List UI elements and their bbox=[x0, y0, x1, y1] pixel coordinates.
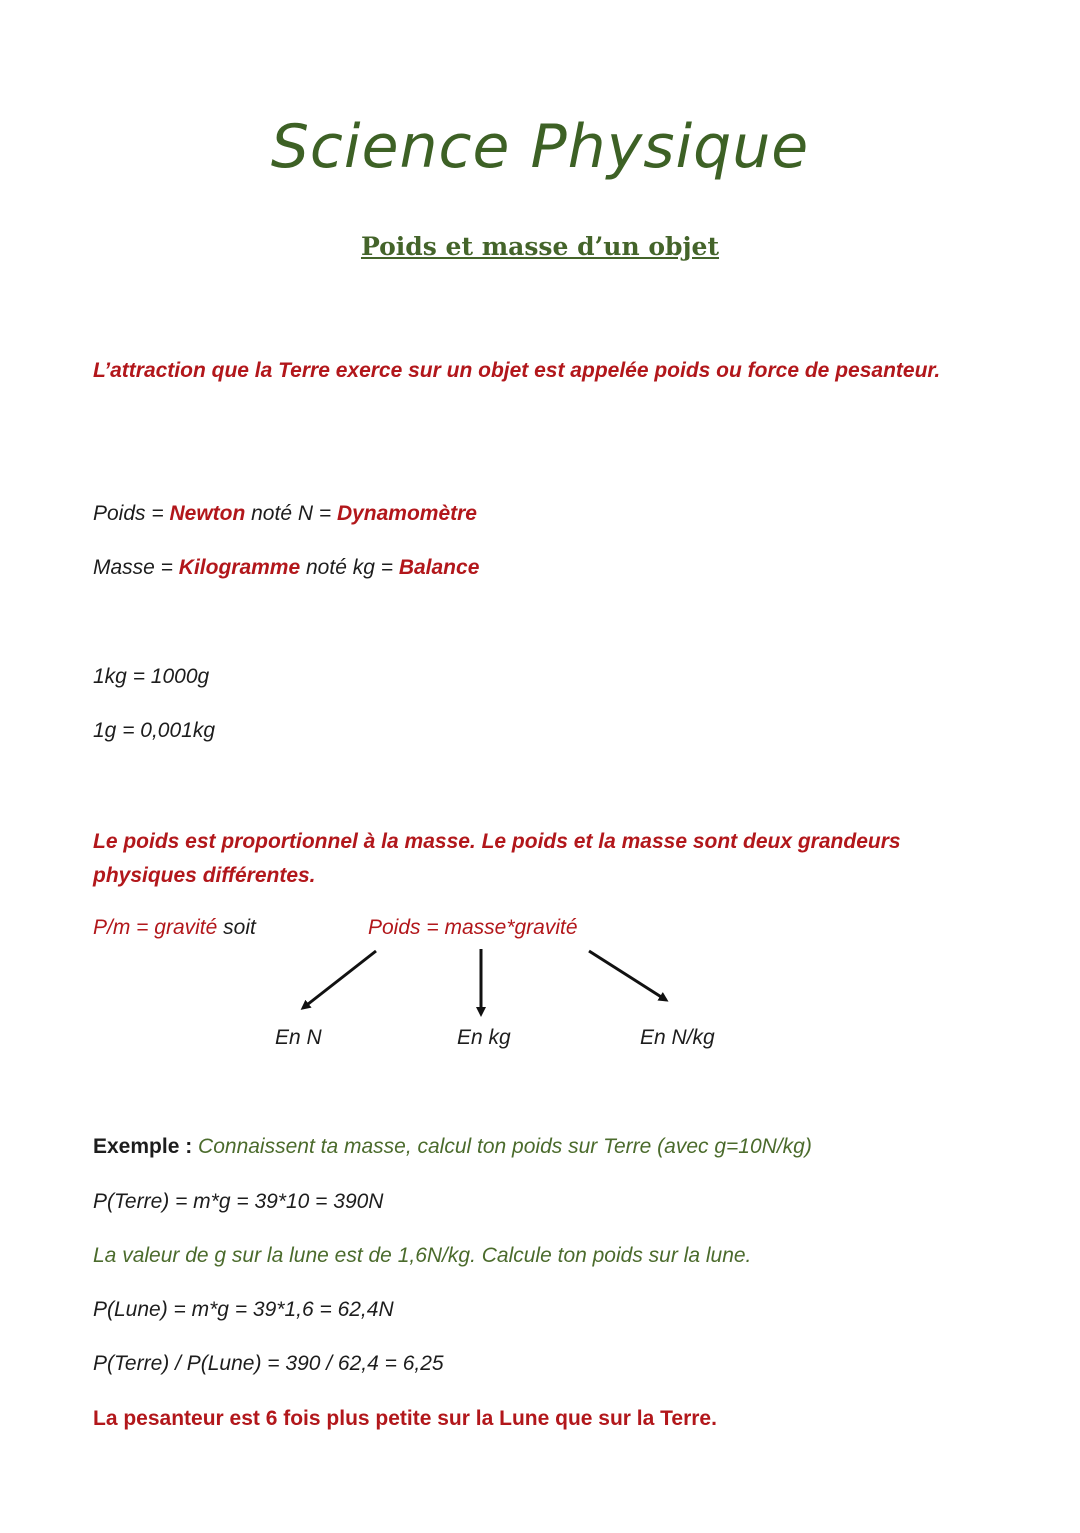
formula-ratio: P/m = gravité bbox=[93, 916, 218, 939]
unit-newton: En N bbox=[275, 1026, 322, 1049]
page-title: Science Physique bbox=[270, 112, 810, 182]
example-line bbox=[93, 1135, 812, 1159]
arrow-to-newton bbox=[303, 951, 376, 1008]
poids-label: Poids = bbox=[93, 502, 170, 525]
example-label: Exemple : bbox=[93, 1135, 199, 1158]
formula-main: Poids = masse*gravité bbox=[368, 916, 578, 939]
earth-weight: P(Terre) = m*g = 39*10 = 390N bbox=[93, 1190, 384, 1213]
example-text: Connaissent ta masse, calcul ton poids sur Terre (avec g=10N/kg) bbox=[198, 1135, 812, 1158]
poids-unit: Newton bbox=[169, 502, 246, 525]
moon-question: La valeur de g sur la lune est de 1,6N/kg. Calcule ton poids sur la lune. bbox=[93, 1244, 752, 1267]
masse-unit: Kilogramme bbox=[178, 556, 301, 579]
formula-soit: soit bbox=[217, 916, 256, 939]
masse-label: Masse = bbox=[93, 556, 179, 579]
masse-noted: noté kg = bbox=[300, 556, 399, 579]
intro-paragraph: L’attraction que la Terre exerce sur un objet est appelée poids ou force de pesanteur. bbox=[93, 359, 941, 382]
conclusion: La pesanteur est 6 fois plus petite sur la Lune que sur la Terre. bbox=[93, 1407, 717, 1430]
poids-noted: noté N = bbox=[245, 502, 337, 525]
moon-weight: P(Lune) = m*g = 39*1,6 = 62,4N bbox=[93, 1298, 394, 1321]
poids-instrument: Dynamomètre bbox=[336, 502, 477, 525]
arrow-to-n-per-kg bbox=[589, 951, 666, 1000]
unit-n-per-kg: En N/kg bbox=[640, 1026, 715, 1049]
conversion-kg: 1kg = 1000g bbox=[93, 665, 210, 688]
weight-ratio: P(Terre) / P(Lune) = 390 / 62,4 = 6,25 bbox=[93, 1352, 444, 1375]
unit-kg: En kg bbox=[457, 1026, 511, 1049]
page-subtitle: Poids et masse d’un objet bbox=[360, 232, 720, 261]
conversion-g: 1g = 0,001kg bbox=[93, 719, 216, 742]
proportional-paragraph: Le poids est proportionnel à la masse. Le poids et la masse sont deux grandeurs physiques différentes. bbox=[93, 830, 901, 887]
masse-instrument: Balance bbox=[398, 556, 480, 579]
